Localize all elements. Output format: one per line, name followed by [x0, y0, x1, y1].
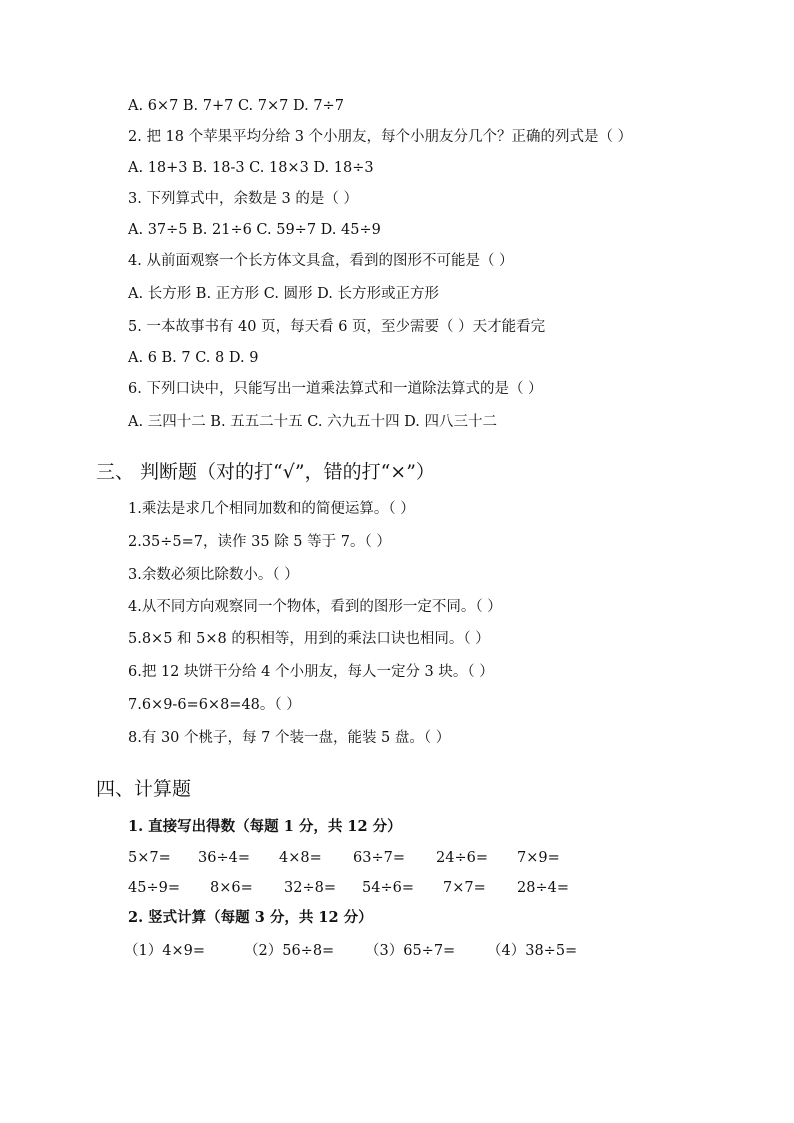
judge-item-7: 7.6×9-6=6×8=48。（ ） — [128, 697, 301, 713]
choice-line-1: A. 6×7 B. 7+7 C. 7×7 D. 7÷7 — [128, 98, 344, 114]
calc-problem: 32÷8= — [284, 880, 336, 896]
calc-problem: 45÷9= — [128, 880, 180, 896]
vertical-calc-problem: （3）65÷7= — [365, 943, 456, 959]
calc-problem: 7×9= — [517, 850, 560, 866]
choice-line-10: 6. 下列口诀中，只能写出一道乘法算式和一道除法算式的是（ ） — [128, 381, 543, 397]
choice-line-5: A. 37÷5 B. 21÷6 C. 59÷7 D. 45÷9 — [128, 222, 381, 238]
calc-subtitle-vertical: 2. 竖式计算（每题 3 分，共 12 分） — [128, 909, 373, 926]
choice-line-4: 3. 下列算式中，余数是 3 的是（ ） — [128, 191, 358, 207]
calc-problem: 8×6= — [210, 880, 253, 896]
choice-line-6: 4. 从前面观察一个长方体文具盒，看到的图形不可能是（ ） — [128, 253, 514, 269]
vertical-calc-problem: （1）4×9= — [124, 943, 205, 959]
choice-line-8: 5. 一本故事书有 40 页，每天看 6 页，至少需要（ ）天才能看完 — [128, 319, 546, 335]
choice-line-2: 2. 把 18 个苹果平均分给 3 个小朋友，每个小朋友分几个？正确的列式是（ ） — [128, 129, 633, 145]
judge-item-8: 8.有 30 个桃子，每 7 个装一盘，能装 5 盘。（ ） — [128, 730, 451, 746]
calc-section-title: 四、计算题 — [96, 778, 192, 800]
calc-row-1 — [0, 848, 794, 868]
judge-item-2: 2.35÷5=7，读作 35 除 5 等于 7。（ ） — [128, 534, 391, 550]
calc-row-2 — [0, 878, 794, 898]
vertical-calc-problem: （4）38÷5= — [487, 943, 578, 959]
judge-item-1: 1.乘法是求几个相同加数和的简便运算。（ ） — [128, 501, 415, 517]
choice-line-11: A. 三四十二 B. 五五二十五 C. 六九五十四 D. 四八三十二 — [128, 414, 498, 430]
calc-problem: 5×7= — [128, 850, 171, 866]
choice-line-9: A. 6 B. 7 C. 8 D. 9 — [128, 350, 259, 366]
judge-item-3: 3.余数必须比除数小。（ ） — [128, 567, 299, 583]
choice-line-7: A. 长方形 B. 正方形 C. 圆形 D. 长方形或正方形 — [128, 286, 440, 302]
calc-problem: 54÷6= — [362, 880, 414, 896]
calc-problem: 63÷7= — [353, 850, 405, 866]
judge-item-5: 5.8×5 和 5×8 的积相等，用到的乘法口诀也相同。（ ） — [128, 631, 490, 647]
calc-problem: 4×8= — [279, 850, 322, 866]
choice-line-3: A. 18+3 B. 18-3 C. 18×3 D. 18÷3 — [128, 160, 374, 176]
calc-problem: 24÷6= — [436, 850, 488, 866]
judge-section-title: 三、 判断题（对的打“√”，错的打“×”） — [96, 461, 435, 483]
calc-problem: 7×7= — [443, 880, 486, 896]
vertical-calc-row — [0, 941, 794, 961]
calc-subtitle-direct: 1. 直接写出得数（每题 1 分，共 12 分） — [128, 818, 402, 835]
judge-item-4: 4.从不同方向观察同一个物体，看到的图形一定不同。（ ） — [128, 599, 502, 615]
calc-problem: 36÷4= — [198, 850, 250, 866]
calc-problem: 28÷4= — [517, 880, 569, 896]
judge-item-6: 6.把 12 块饼干分给 4 个小朋友，每人一定分 3 块。（ ） — [128, 664, 494, 680]
vertical-calc-problem: （2）56÷8= — [244, 943, 335, 959]
